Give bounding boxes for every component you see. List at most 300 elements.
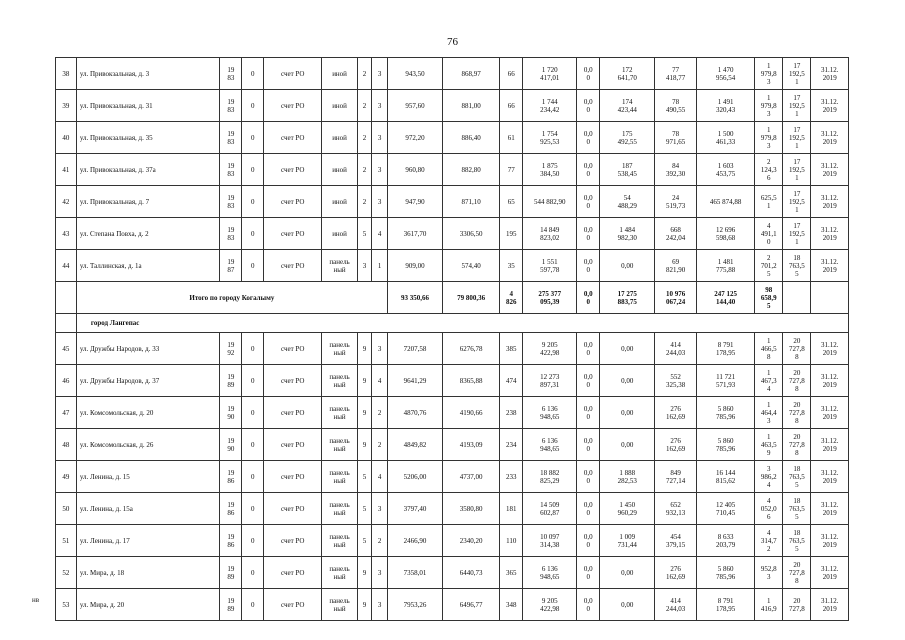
- table-row: [56, 58, 849, 90]
- cost-total-cell: 9 205 422,98: [523, 589, 577, 621]
- row-number: 44: [56, 250, 77, 282]
- floors-cell: 5: [357, 218, 372, 250]
- account-cell: счет РО: [264, 365, 322, 397]
- row-number: 50: [56, 493, 77, 525]
- entrances-cell: 4: [372, 218, 388, 250]
- entrances-cell: 2: [372, 429, 388, 461]
- floors-cell: 9: [357, 589, 372, 621]
- cost-owners-cell: 5 860 785,96: [696, 429, 754, 461]
- area-total-cell: 957,60: [387, 90, 442, 122]
- cost-federal-cell: 0,0 0: [577, 589, 600, 621]
- address-cell: ул. Мира, д. 18: [76, 557, 220, 589]
- floors-cell: 2: [357, 186, 372, 218]
- cost-federal-cell: 0,0 0: [577, 218, 600, 250]
- total-cost-4: 10 976 067,24: [655, 282, 697, 314]
- area-living-cell: 871,10: [443, 186, 500, 218]
- cost-owners-cell: 1 481 775,88: [696, 250, 754, 282]
- address-cell: ул. Таллинская, д. 1а: [76, 250, 220, 282]
- cost-owners-cell: 12 405 710,45: [696, 493, 754, 525]
- area-total-cell: 943,50: [387, 58, 442, 90]
- residents-cell: 65: [500, 186, 523, 218]
- max-cost-cell: 17 192,5 1: [783, 58, 811, 90]
- row-number: 46: [56, 365, 77, 397]
- cost-total-cell: 14 509 602,87: [523, 493, 577, 525]
- year-built-cell: 19 83: [220, 154, 242, 186]
- floors-cell: 5: [357, 461, 372, 493]
- cost-local-cell: 276 162,69: [655, 397, 697, 429]
- total-cost-5: 247 125 144,40: [696, 282, 754, 314]
- row-number: 48: [56, 429, 77, 461]
- row-number: 42: [56, 186, 77, 218]
- account-cell: счет РО: [264, 429, 322, 461]
- entrances-cell: 2: [372, 525, 388, 557]
- deadline-cell: 31.12. 2019: [811, 122, 849, 154]
- account-cell: счет РО: [264, 333, 322, 365]
- cost-regional-cell: 1 009 731,44: [600, 525, 655, 557]
- cost-local-cell: 78 971,65: [655, 122, 697, 154]
- max-cost-cell: 17 192,5 1: [783, 218, 811, 250]
- cost-owners-cell: 8 633 203,79: [696, 525, 754, 557]
- address-cell: ул. Ленина, д. 15а: [76, 493, 220, 525]
- cost-total-cell: 1 744 234,42: [523, 90, 577, 122]
- address-cell: ул. Привокзальная, д. 31: [76, 90, 220, 122]
- table-row: [56, 90, 849, 122]
- year-built-cell: 19 89: [220, 365, 242, 397]
- wall-type-cell: иной: [322, 122, 357, 154]
- cost-owners-cell: 1 491 320,43: [696, 90, 754, 122]
- zero-cell: 0: [242, 557, 264, 589]
- cost-local-cell: 276 162,69: [655, 429, 697, 461]
- year-built-cell: 19 86: [220, 461, 242, 493]
- max-cost-cell: 18 763,5 5: [783, 493, 811, 525]
- entrances-cell: 2: [372, 397, 388, 429]
- max-cost-cell: 18 763,5 5: [783, 250, 811, 282]
- account-cell: счет РО: [264, 218, 322, 250]
- row-number: 41: [56, 154, 77, 186]
- cost-total-cell: 1 720 417,01: [523, 58, 577, 90]
- unit-cost-cell: 625,5 1: [755, 186, 783, 218]
- account-cell: счет РО: [264, 250, 322, 282]
- row-number: 43: [56, 218, 77, 250]
- wall-type-cell: панель ный: [322, 461, 357, 493]
- cost-owners-cell: 1 500 461,33: [696, 122, 754, 154]
- cost-total-cell: 6 136 948,65: [523, 557, 577, 589]
- table-row: [56, 557, 849, 589]
- entrances-cell: 4: [372, 461, 388, 493]
- year-built-cell: 19 89: [220, 557, 242, 589]
- residents-cell: 238: [500, 397, 523, 429]
- residents-cell: 66: [500, 90, 523, 122]
- cost-local-cell: 454 379,15: [655, 525, 697, 557]
- year-built-cell: 19 83: [220, 58, 242, 90]
- total-cost-2: 0,0 0: [577, 282, 600, 314]
- entrances-cell: 4: [372, 365, 388, 397]
- zero-cell: 0: [242, 154, 264, 186]
- year-built-cell: 19 86: [220, 493, 242, 525]
- entrances-cell: 3: [372, 154, 388, 186]
- area-total-cell: 909,00: [387, 250, 442, 282]
- address-cell: ул. Ленина, д. 15: [76, 461, 220, 493]
- year-built-cell: 19 92: [220, 333, 242, 365]
- zero-cell: 0: [242, 429, 264, 461]
- address-cell: ул. Привокзальная, д. 37а: [76, 154, 220, 186]
- area-total-cell: 9641,29: [387, 365, 442, 397]
- account-cell: счет РО: [264, 557, 322, 589]
- cost-total-cell: 1 754 925,53: [523, 122, 577, 154]
- area-total-cell: 4849,82: [387, 429, 442, 461]
- residents-cell: 77: [500, 154, 523, 186]
- account-cell: счет РО: [264, 90, 322, 122]
- max-cost-cell: 17 192,5 1: [783, 90, 811, 122]
- wall-type-cell: иной: [322, 186, 357, 218]
- max-cost-cell: 20 727,8: [783, 589, 811, 621]
- cost-total-cell: 9 205 422,98: [523, 333, 577, 365]
- area-total-cell: 7358,01: [387, 557, 442, 589]
- cost-local-cell: 84 392,30: [655, 154, 697, 186]
- zero-cell: 0: [242, 589, 264, 621]
- max-cost-cell: 20 727,8 8: [783, 397, 811, 429]
- floors-cell: 3: [357, 250, 372, 282]
- residents-cell: 181: [500, 493, 523, 525]
- deadline-cell: 31.12. 2019: [811, 397, 849, 429]
- zero-cell: 0: [242, 122, 264, 154]
- max-cost-cell: 20 727,8 8: [783, 333, 811, 365]
- account-cell: счет РО: [264, 154, 322, 186]
- unit-cost-cell: 1 416,9: [755, 589, 783, 621]
- max-cost-cell: 17 192,5 1: [783, 122, 811, 154]
- table-row: [56, 218, 849, 250]
- entrances-cell: 3: [372, 186, 388, 218]
- wall-type-cell: панель ный: [322, 525, 357, 557]
- zero-cell: 0: [242, 58, 264, 90]
- year-built-cell: 19 89: [220, 589, 242, 621]
- cost-total-cell: 14 849 823,02: [523, 218, 577, 250]
- zero-cell: 0: [242, 365, 264, 397]
- cost-federal-cell: 0,0 0: [577, 58, 600, 90]
- area-total-cell: 7207,58: [387, 333, 442, 365]
- account-cell: счет РО: [264, 493, 322, 525]
- cost-regional-cell: 174 423,44: [600, 90, 655, 122]
- unit-cost-cell: 1 466,5 8: [755, 333, 783, 365]
- area-total-cell: 4870,76: [387, 397, 442, 429]
- row-number: 40: [56, 122, 77, 154]
- entrances-cell: 3: [372, 589, 388, 621]
- unit-cost-cell: 2 701,2 5: [755, 250, 783, 282]
- cost-owners-cell: 8 791 178,95: [696, 333, 754, 365]
- table-row: [56, 122, 849, 154]
- area-living-cell: 6440,73: [443, 557, 500, 589]
- account-cell: счет РО: [264, 186, 322, 218]
- table-row: [56, 461, 849, 493]
- floors-cell: 9: [357, 333, 372, 365]
- total-area-2: 79 800,36: [443, 282, 500, 314]
- residents-cell: 35: [500, 250, 523, 282]
- cost-owners-cell: 1 470 956,54: [696, 58, 754, 90]
- residents-cell: 385: [500, 333, 523, 365]
- table-row: [56, 154, 849, 186]
- cost-regional-cell: 1 450 960,29: [600, 493, 655, 525]
- floors-cell: 5: [357, 493, 372, 525]
- area-total-cell: 3617,70: [387, 218, 442, 250]
- cost-regional-cell: 187 538,45: [600, 154, 655, 186]
- cost-regional-cell: 172 641,70: [600, 58, 655, 90]
- max-cost-cell: 20 727,8 8: [783, 429, 811, 461]
- residents-cell: 234: [500, 429, 523, 461]
- cost-local-cell: 849 727,14: [655, 461, 697, 493]
- cost-regional-cell: 0,00: [600, 397, 655, 429]
- area-living-cell: 868,97: [443, 58, 500, 90]
- deadline-cell: 31.12. 2019: [811, 186, 849, 218]
- entrances-cell: 3: [372, 90, 388, 122]
- wall-type-cell: панель ный: [322, 493, 357, 525]
- row-number: 51: [56, 525, 77, 557]
- cost-regional-cell: 0,00: [600, 250, 655, 282]
- cost-local-cell: 78 490,55: [655, 90, 697, 122]
- cost-total-cell: 544 882,90: [523, 186, 577, 218]
- year-built-cell: 19 83: [220, 218, 242, 250]
- residents-cell: 233: [500, 461, 523, 493]
- floors-cell: 2: [357, 154, 372, 186]
- address-cell: ул. Привокзальная, д. 7: [76, 186, 220, 218]
- unit-cost-cell: 1 979,8 3: [755, 122, 783, 154]
- total-row: [56, 282, 849, 314]
- table-row: [56, 429, 849, 461]
- residents-cell: 110: [500, 525, 523, 557]
- address-cell: ул. Привокзальная, д. 3: [76, 58, 220, 90]
- footer-mark: нв: [32, 596, 40, 604]
- deadline-cell: 31.12. 2019: [811, 365, 849, 397]
- section-title: город Лангепас: [76, 314, 848, 333]
- unit-cost-cell: 2 124,3 6: [755, 154, 783, 186]
- entrances-cell: 3: [372, 58, 388, 90]
- entrances-cell: 3: [372, 122, 388, 154]
- area-living-cell: 3306,50: [443, 218, 500, 250]
- total-residents: 4 826: [500, 282, 523, 314]
- year-built-cell: 19 83: [220, 90, 242, 122]
- housing-register-table: [55, 57, 849, 621]
- zero-cell: 0: [242, 218, 264, 250]
- wall-type-cell: иной: [322, 58, 357, 90]
- floors-cell: 9: [357, 557, 372, 589]
- cost-owners-cell: 5 860 785,96: [696, 557, 754, 589]
- unit-cost-cell: 952,8 3: [755, 557, 783, 589]
- cost-total-cell: 1 551 597,78: [523, 250, 577, 282]
- area-living-cell: 6496,77: [443, 589, 500, 621]
- cost-federal-cell: 0,0 0: [577, 397, 600, 429]
- wall-type-cell: панель ный: [322, 365, 357, 397]
- cost-regional-cell: 0,00: [600, 333, 655, 365]
- cost-total-cell: 10 097 314,38: [523, 525, 577, 557]
- address-cell: ул. Комсомольская, д. 20: [76, 397, 220, 429]
- cost-federal-cell: 0,0 0: [577, 154, 600, 186]
- address-cell: ул. Ленина, д. 17: [76, 525, 220, 557]
- address-cell: ул. Степана Повха, д. 2: [76, 218, 220, 250]
- area-total-cell: 3797,40: [387, 493, 442, 525]
- floors-cell: 2: [357, 90, 372, 122]
- year-built-cell: 19 87: [220, 250, 242, 282]
- table-row: [56, 397, 849, 429]
- total-cost-1: 275 377 095,39: [523, 282, 577, 314]
- row-number: 38: [56, 58, 77, 90]
- zero-cell: 0: [242, 90, 264, 122]
- entrances-cell: 1: [372, 250, 388, 282]
- wall-type-cell: иной: [322, 154, 357, 186]
- deadline-cell: 31.12. 2019: [811, 493, 849, 525]
- cost-owners-cell: 11 721 571,93: [696, 365, 754, 397]
- year-built-cell: 19 83: [220, 122, 242, 154]
- area-total-cell: 5206,00: [387, 461, 442, 493]
- max-cost-cell: 20 727,8 8: [783, 557, 811, 589]
- unit-cost-cell: 4 052,0 6: [755, 493, 783, 525]
- cost-regional-cell: 0,00: [600, 429, 655, 461]
- unit-cost-cell: 4 314,7 2: [755, 525, 783, 557]
- residents-cell: 474: [500, 365, 523, 397]
- cost-local-cell: 69 821,90: [655, 250, 697, 282]
- zero-cell: 0: [242, 525, 264, 557]
- area-living-cell: 574,40: [443, 250, 500, 282]
- deadline-cell: 31.12. 2019: [811, 525, 849, 557]
- deadline-cell: 31.12. 2019: [811, 90, 849, 122]
- cost-local-cell: 414 244,03: [655, 589, 697, 621]
- unit-cost-cell: 1 467,3 4: [755, 365, 783, 397]
- area-total-cell: 7953,26: [387, 589, 442, 621]
- cost-federal-cell: 0,0 0: [577, 122, 600, 154]
- max-cost-cell: 17 192,5 1: [783, 186, 811, 218]
- address-cell: ул. Мира, д. 20: [76, 589, 220, 621]
- cost-total-cell: 1 875 384,50: [523, 154, 577, 186]
- cost-federal-cell: 0,0 0: [577, 493, 600, 525]
- cost-local-cell: 414 244,03: [655, 333, 697, 365]
- table-row: [56, 589, 849, 621]
- table-row: [56, 493, 849, 525]
- entrances-cell: 3: [372, 493, 388, 525]
- max-cost-cell: 17 192,5 1: [783, 154, 811, 186]
- cost-regional-cell: 0,00: [600, 365, 655, 397]
- cost-local-cell: 77 418,77: [655, 58, 697, 90]
- row-number: 47: [56, 397, 77, 429]
- entrances-cell: 3: [372, 333, 388, 365]
- area-total-cell: 960,80: [387, 154, 442, 186]
- cost-federal-cell: 0,0 0: [577, 186, 600, 218]
- table-row: [56, 333, 849, 365]
- row-number: 53: [56, 589, 77, 621]
- unit-cost-cell: 1 464,4 3: [755, 397, 783, 429]
- cost-owners-cell: 465 874,88: [696, 186, 754, 218]
- cost-federal-cell: 0,0 0: [577, 250, 600, 282]
- area-living-cell: 8365,88: [443, 365, 500, 397]
- deadline-cell: 31.12. 2019: [811, 589, 849, 621]
- area-living-cell: 882,80: [443, 154, 500, 186]
- area-living-cell: 881,00: [443, 90, 500, 122]
- cost-regional-cell: 175 492,55: [600, 122, 655, 154]
- residents-cell: 365: [500, 557, 523, 589]
- deadline-cell: 31.12. 2019: [811, 333, 849, 365]
- area-total-cell: 947,90: [387, 186, 442, 218]
- cost-federal-cell: 0,0 0: [577, 525, 600, 557]
- floors-cell: 9: [357, 365, 372, 397]
- unit-cost-cell: 1 979,8 3: [755, 58, 783, 90]
- account-cell: счет РО: [264, 397, 322, 429]
- year-built-cell: 19 90: [220, 397, 242, 429]
- residents-cell: 348: [500, 589, 523, 621]
- cost-regional-cell: 1 484 982,30: [600, 218, 655, 250]
- zero-cell: 0: [242, 250, 264, 282]
- floors-cell: 2: [357, 122, 372, 154]
- deadline-cell: 31.12. 2019: [811, 58, 849, 90]
- deadline-cell: 31.12. 2019: [811, 218, 849, 250]
- year-built-cell: 19 86: [220, 525, 242, 557]
- area-living-cell: 886,40: [443, 122, 500, 154]
- cost-federal-cell: 0,0 0: [577, 90, 600, 122]
- table-row: [56, 525, 849, 557]
- max-cost-cell: 18 763,5 5: [783, 461, 811, 493]
- cost-federal-cell: 0,0 0: [577, 365, 600, 397]
- address-cell: ул. Комсомольская, д. 26: [76, 429, 220, 461]
- max-cost-cell: 18 763,5 5: [783, 525, 811, 557]
- account-cell: счет РО: [264, 58, 322, 90]
- year-built-cell: 19 90: [220, 429, 242, 461]
- row-number: 52: [56, 557, 77, 589]
- cost-local-cell: 552 325,38: [655, 365, 697, 397]
- wall-type-cell: панель ный: [322, 429, 357, 461]
- wall-type-cell: иной: [322, 90, 357, 122]
- area-living-cell: 4737,00: [443, 461, 500, 493]
- area-living-cell: 6276,78: [443, 333, 500, 365]
- residents-cell: 61: [500, 122, 523, 154]
- address-cell: ул. Дружбы Народов, д. 37: [76, 365, 220, 397]
- deadline-cell: 31.12. 2019: [811, 557, 849, 589]
- cost-local-cell: 276 162,69: [655, 557, 697, 589]
- cost-owners-cell: 8 791 178,95: [696, 589, 754, 621]
- entrances-cell: 3: [372, 557, 388, 589]
- account-cell: счет РО: [264, 461, 322, 493]
- wall-type-cell: панель ный: [322, 250, 357, 282]
- row-number: 45: [56, 333, 77, 365]
- deadline-cell: 31.12. 2019: [811, 429, 849, 461]
- address-cell: ул. Привокзальная, д. 35: [76, 122, 220, 154]
- zero-cell: 0: [242, 186, 264, 218]
- cost-total-cell: 18 882 825,29: [523, 461, 577, 493]
- unit-cost-cell: 3 986,2 4: [755, 461, 783, 493]
- wall-type-cell: панель ный: [322, 557, 357, 589]
- year-built-cell: 19 83: [220, 186, 242, 218]
- area-living-cell: 4190,66: [443, 397, 500, 429]
- area-total-cell: 972,20: [387, 122, 442, 154]
- residents-cell: 195: [500, 218, 523, 250]
- cost-regional-cell: 54 488,29: [600, 186, 655, 218]
- cost-owners-cell: 12 696 598,68: [696, 218, 754, 250]
- cost-local-cell: 668 242,04: [655, 218, 697, 250]
- zero-cell: 0: [242, 397, 264, 429]
- table-row: [56, 365, 849, 397]
- zero-cell: 0: [242, 461, 264, 493]
- cost-regional-cell: 1 888 282,53: [600, 461, 655, 493]
- section-row: [56, 314, 849, 333]
- cost-owners-cell: 5 860 785,96: [696, 397, 754, 429]
- cost-regional-cell: 0,00: [600, 589, 655, 621]
- cost-federal-cell: 0,0 0: [577, 557, 600, 589]
- floors-cell: 9: [357, 397, 372, 429]
- wall-type-cell: панель ный: [322, 397, 357, 429]
- floors-cell: 5: [357, 525, 372, 557]
- unit-cost-cell: 1 979,8 3: [755, 90, 783, 122]
- cost-owners-cell: 16 144 815,62: [696, 461, 754, 493]
- cost-total-cell: 6 136 948,65: [523, 397, 577, 429]
- cost-total-cell: 12 273 897,31: [523, 365, 577, 397]
- total-cost-3: 17 275 883,75: [600, 282, 655, 314]
- row-number: 39: [56, 90, 77, 122]
- total-label: Итого по городу Когалыму: [76, 282, 387, 314]
